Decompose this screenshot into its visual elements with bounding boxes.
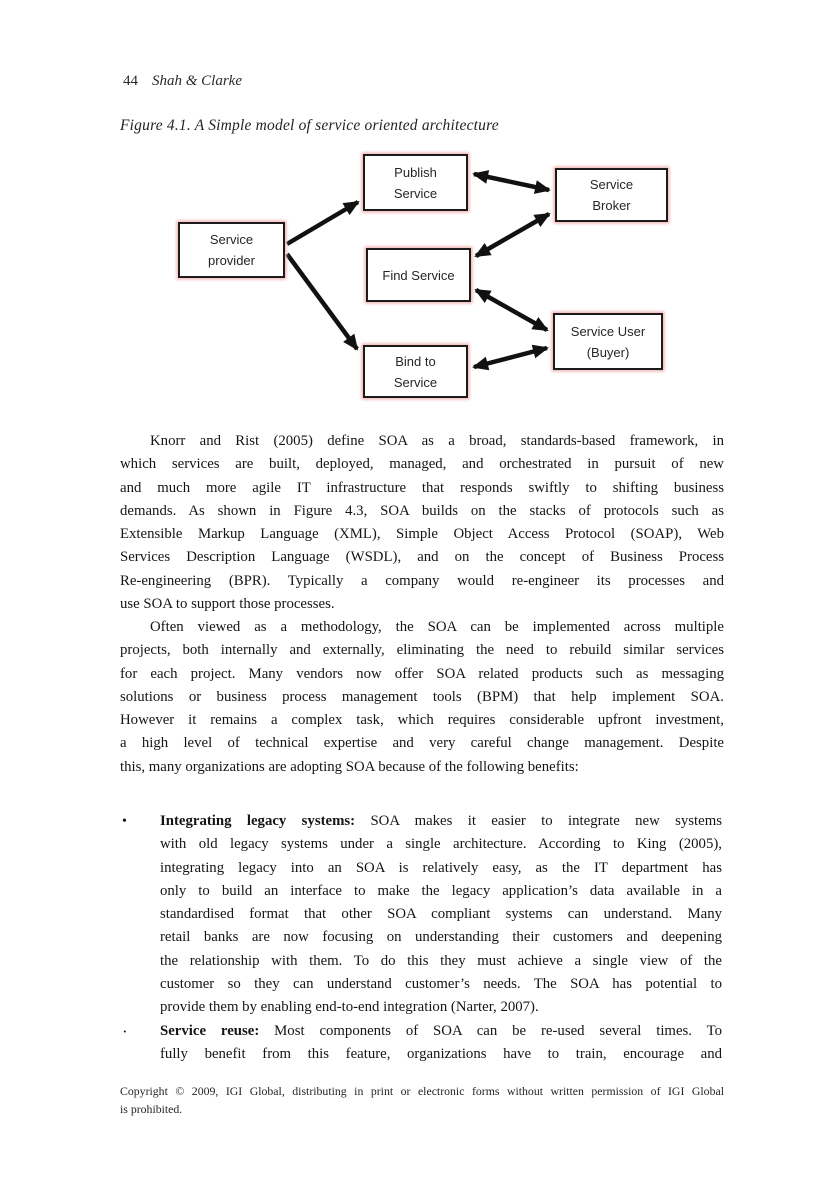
node-bind-to-service — [363, 345, 468, 398]
bullet-integrating-legacy-systems — [120, 810, 724, 1020]
running-head-title: Shah & Clarke — [152, 73, 242, 89]
text-line: which services are built, deployed, managed, and orchestrated in pursuit of new — [120, 456, 724, 473]
text-line: demands. As shown in Figure 4.3, SOA builds on the stacks of protocols such as — [120, 502, 724, 519]
figure-diagram — [150, 140, 710, 430]
node-label-line: Find Service — [382, 267, 455, 283]
text-line: and much more agile IT infrastructure that responds swiftly to shifting business — [120, 479, 724, 496]
node-label-line: Service User — [570, 323, 646, 339]
text-line: use SOA to support those processes. — [120, 596, 335, 613]
node-label-line: Bind to — [395, 353, 436, 369]
text-line: Services Description Language (WSDL), and on the concept of Business Process — [120, 549, 724, 566]
paragraph-soa-definition — [120, 430, 724, 616]
bullet-lead-rest: Most components of SOA can be re-used several times. To — [259, 1022, 722, 1039]
text-line: Extensible Markup Language (XML), Simple Object Access Protocol (SOAP), Web — [120, 526, 724, 543]
text-line: for each project. Many vendors now offer SOA related products such as messaging — [120, 665, 724, 682]
text-line: However it remains a complex task, which requires considerable upfront investment, — [120, 712, 724, 729]
text-line: the relationship with them. To do this they must achieve a single view of the — [160, 952, 722, 969]
node-service-broker — [555, 168, 668, 222]
node-service-provider — [178, 222, 285, 278]
copyright-line: is prohibited. — [120, 1101, 183, 1116]
text-line: retail banks are now focusing on understanding their customers and deepening — [160, 929, 722, 946]
text-line: Knorr and Rist (2005) define SOA as a broad, standards-based framework, in — [150, 433, 724, 449]
copyright-line: Copyright © 2009, IGI Global, distributing in print or electronic forms without written permission of IGI Global — [120, 1084, 724, 1098]
node-label-line: Service — [393, 185, 438, 201]
bullet-lead-bold: Integrating legacy systems: — [160, 813, 356, 829]
bullet-icon: • — [122, 814, 127, 829]
node-label-line: Broker — [592, 198, 631, 213]
paragraph-soa-methodology — [120, 616, 724, 779]
text-line: solutions or business process management tools (BPM) that help implement SOA. — [120, 688, 724, 705]
bullet-icon: · — [122, 1021, 128, 1041]
bullet-lead-rest: SOA makes it easier to integrate new systems — [355, 813, 722, 829]
running-header — [123, 73, 242, 90]
text-line: Often viewed as a methodology, the SOA can be implemented across multiple — [150, 619, 724, 635]
node-label-line: (Buyer) — [586, 344, 630, 360]
text-line: Re-engineering (BPR). Typically a company would re-engineer its processes and — [120, 572, 724, 589]
node-service-user — [553, 313, 663, 370]
text-line: this, many organizations are adopting SOA because of the following benefits: — [120, 758, 579, 775]
figure-caption: Figure 4.1. A Simple model of service oriented architecture — [120, 117, 499, 134]
copyright-notice — [120, 1083, 724, 1118]
text-line: integrating legacy into an SOA is relatively easy, as the IT department has — [160, 859, 722, 876]
text-line — [160, 1020, 722, 1043]
node-label-line: Service — [393, 374, 438, 390]
text-line: customer so they can understand customer’s needs. The SOA has potential to — [160, 976, 722, 993]
bullet-lead-bold: Service reuse: — [160, 1022, 260, 1039]
node-find-service — [366, 248, 471, 302]
node-label-line: Publish — [394, 164, 437, 180]
node-label-line: Service — [589, 177, 634, 192]
text-line: projects, both internally and externally, eliminating the need to rebuild similar services — [120, 642, 724, 659]
node-label-line: Service — [209, 232, 254, 247]
text-line: provide them by enabling end-to-end integration (Narter, 2007). — [160, 999, 539, 1016]
text-line: only to build an interface to make the legacy application’s data available in a — [160, 882, 722, 899]
text-line: with old legacy systems under a single architecture. According to King (2005), — [160, 836, 722, 853]
node-label-line: provider — [208, 253, 255, 268]
text-line: a high level of technical expertise and very careful change management. Despite — [120, 735, 724, 752]
text-line — [160, 810, 722, 833]
bullet-service-reuse — [120, 1020, 724, 1067]
page-number: 44 — [123, 73, 138, 89]
benefits-bullet-list — [120, 810, 724, 1066]
node-publish-service — [363, 154, 468, 211]
text-line: standardised format that other SOA compliant systems can understand. Many — [160, 906, 722, 923]
text-line: fully benefit from this feature, organizations have to train, encourage and — [160, 1045, 722, 1062]
